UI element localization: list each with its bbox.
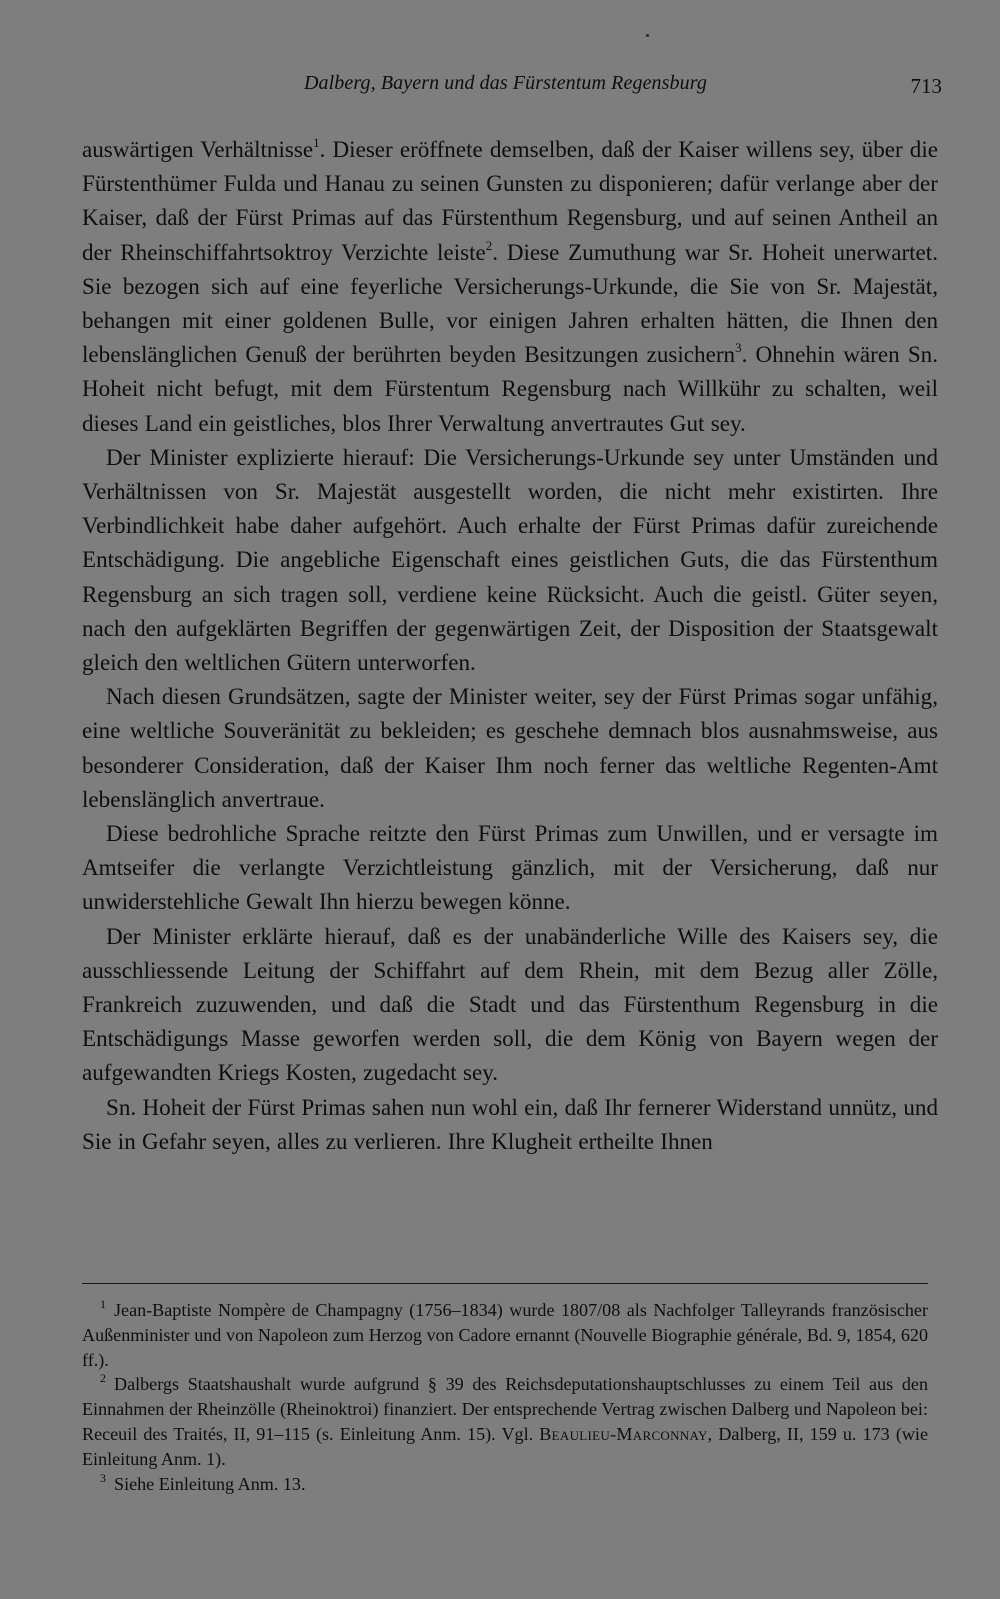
author-name-smallcaps: Beaulieu-Marconnay	[539, 1423, 708, 1444]
footnote-text: Siehe Einleitung Anm. 13.	[114, 1473, 306, 1494]
footnote-text: , Dalberg, II, 159 u. 173 (wie Einleitung Anm. 1).	[82, 1423, 928, 1469]
text-segment: auswärtigen Verhältnisse	[82, 136, 314, 162]
page-number: 713	[910, 74, 942, 98]
text-segment: Diese bedrohliche Sprache reitzte den Fürst Primas zum Unwillen, und er versagte im Amtseifer die verlangte Verzichtleistung gänzlich, mit der Versicherung, daß nur unwiderstehliche Gewalt Ihn hierzu bewegen könne.	[82, 820, 938, 915]
footnote-3	[82, 1472, 928, 1497]
paragraph-5	[82, 919, 938, 1090]
footnote-reference: 1	[313, 135, 320, 150]
paragraph-4	[82, 816, 938, 919]
paragraph-3	[82, 679, 938, 816]
text-segment: . Ohnehin wären Sn. Hoheit nicht befugt, mit dem Fürstentum Regensburg nach Willkühr zu schalten, weil dieses Land ein geistliches, blos Ihrer Verwaltung anvertrautes Gut sey.	[82, 341, 938, 436]
footnote-number: 1	[100, 1297, 106, 1311]
footnote-number: 2	[100, 1371, 106, 1386]
text-segment: Der Minister explizierte hierauf: Die Versicherungs-Urkunde sey unter Umständen und Verhältnissen von Sr. Majestät ausgestellt worden, die nicht mehr existirten. Ihre Verbindlichkeit habe daher aufgehört. Auch erhalte der Fürst Primas dafür zureichende Entschädigung. Die angebliche Eigenschaft eines geistlichen Guts, die das Fürstenthum Regensburg an sich tragen soll, verdiene keine Rücksicht. Auch die geistl. Güter seyen, nach den aufgeklärten Begriffen der gegenwärtigen Zeit, der Disposition der Staatsgewalt gleich den weltlichen Gütern unterworfen.	[82, 443, 938, 676]
footnote-1	[82, 1298, 928, 1372]
footnote-text: Dalbergs Staatshaushalt wurde aufgrund § 39 des Reichsdeputationshauptschlusses zu einem Teil aus den Einnahmen der Rheinzölle (Rheinoktroi) finanziert. Der entsprechende Vertrag zwischen Dalberg und Napoleon bei: Receuil des Traités, II, 91–115 (s. Einleitung Anm. 15). Vgl.	[82, 1374, 928, 1444]
scan-speck	[646, 34, 649, 37]
running-title: Dalberg, Bayern und das Fürstentum Regensburg	[304, 72, 707, 94]
footnote-2	[82, 1372, 928, 1471]
text-segment: Der Minister erklärte hierauf, daß es der unabänderliche Wille des Kaisers sey, die ausschliessende Leitung der Schiffahrt auf dem Rhein, mit dem Bezug aller Zölle, Frankreich zuzuwenden, und daß die Stadt und das Fürstenthum Regensburg in die Entschädigungs Masse geworfen werden soll, die dem König von Bayern wegen der aufgewandten Kriegs Kosten, zugedacht sey.	[82, 922, 938, 1086]
text-segment: Nach diesen Grundsätzen, sagte der Minister weiter, sey der Fürst Primas sogar unfähig, eine weltliche Souveränität zu bekleiden; es geschehe demnach blos ausnahmsweise, aus besonderer Consideration, daß der Kaiser Ihm noch ferner das weltliche Regenten-Amt lebenslänglich anvertraue.	[82, 683, 938, 812]
paragraph-1	[82, 132, 938, 440]
footnotes	[82, 1298, 928, 1496]
footnote-text: Jean-Baptiste Nompère de Champagny (1756–1834) wurde 1807/08 als Nachfolger Talleyrands französischer Außenminister und von Napoleon zum Herzog von Cadore ernannt (Nouvelle Biographie générale, Bd. 9, 1854, 620 ff.).	[82, 1300, 928, 1370]
running-header	[82, 66, 942, 106]
text-segment: . Dieser eröffnete demselben, daß der Kaiser willens sey, über die Fürstenthümer Fulda und Hanau zu seinen Gunsten zu disponieren; dafür verlange aber der Kaiser, daß der Fürst Primas auf das Fürstenthum Regensburg, und auf seinen Antheil an der Rheinschiffahrtsoktroy Verzichte leiste	[82, 136, 939, 265]
footnote-number: 3	[100, 1470, 106, 1485]
footnote-reference: 3	[735, 340, 742, 356]
paragraph-6	[82, 1090, 938, 1158]
footnote-reference: 2	[485, 237, 493, 253]
body-text	[82, 132, 938, 1158]
text-segment: . Diese Zumuthung war Sr. Hoheit unerwartet. Sie bezogen sich auf eine feyerliche Versicherungs-Urkunde, die Sie von Sr. Majestät, behangen mit einer goldenen Bulle, vor einigen Jahren erhalten hätten, die Ihnen den lebenslänglichen Genuß der berührten beyden Besitzungen zusichern	[82, 238, 938, 368]
paragraph-2	[82, 440, 938, 679]
text-segment: Sn. Hoheit der Fürst Primas sahen nun wohl ein, daß Ihr fernerer Widerstand unnütz, und Sie in Gefahr seyen, alles zu verlieren. Ihre Klugheit ertheilte Ihnen	[82, 1093, 938, 1154]
footnote-divider	[82, 1283, 928, 1284]
